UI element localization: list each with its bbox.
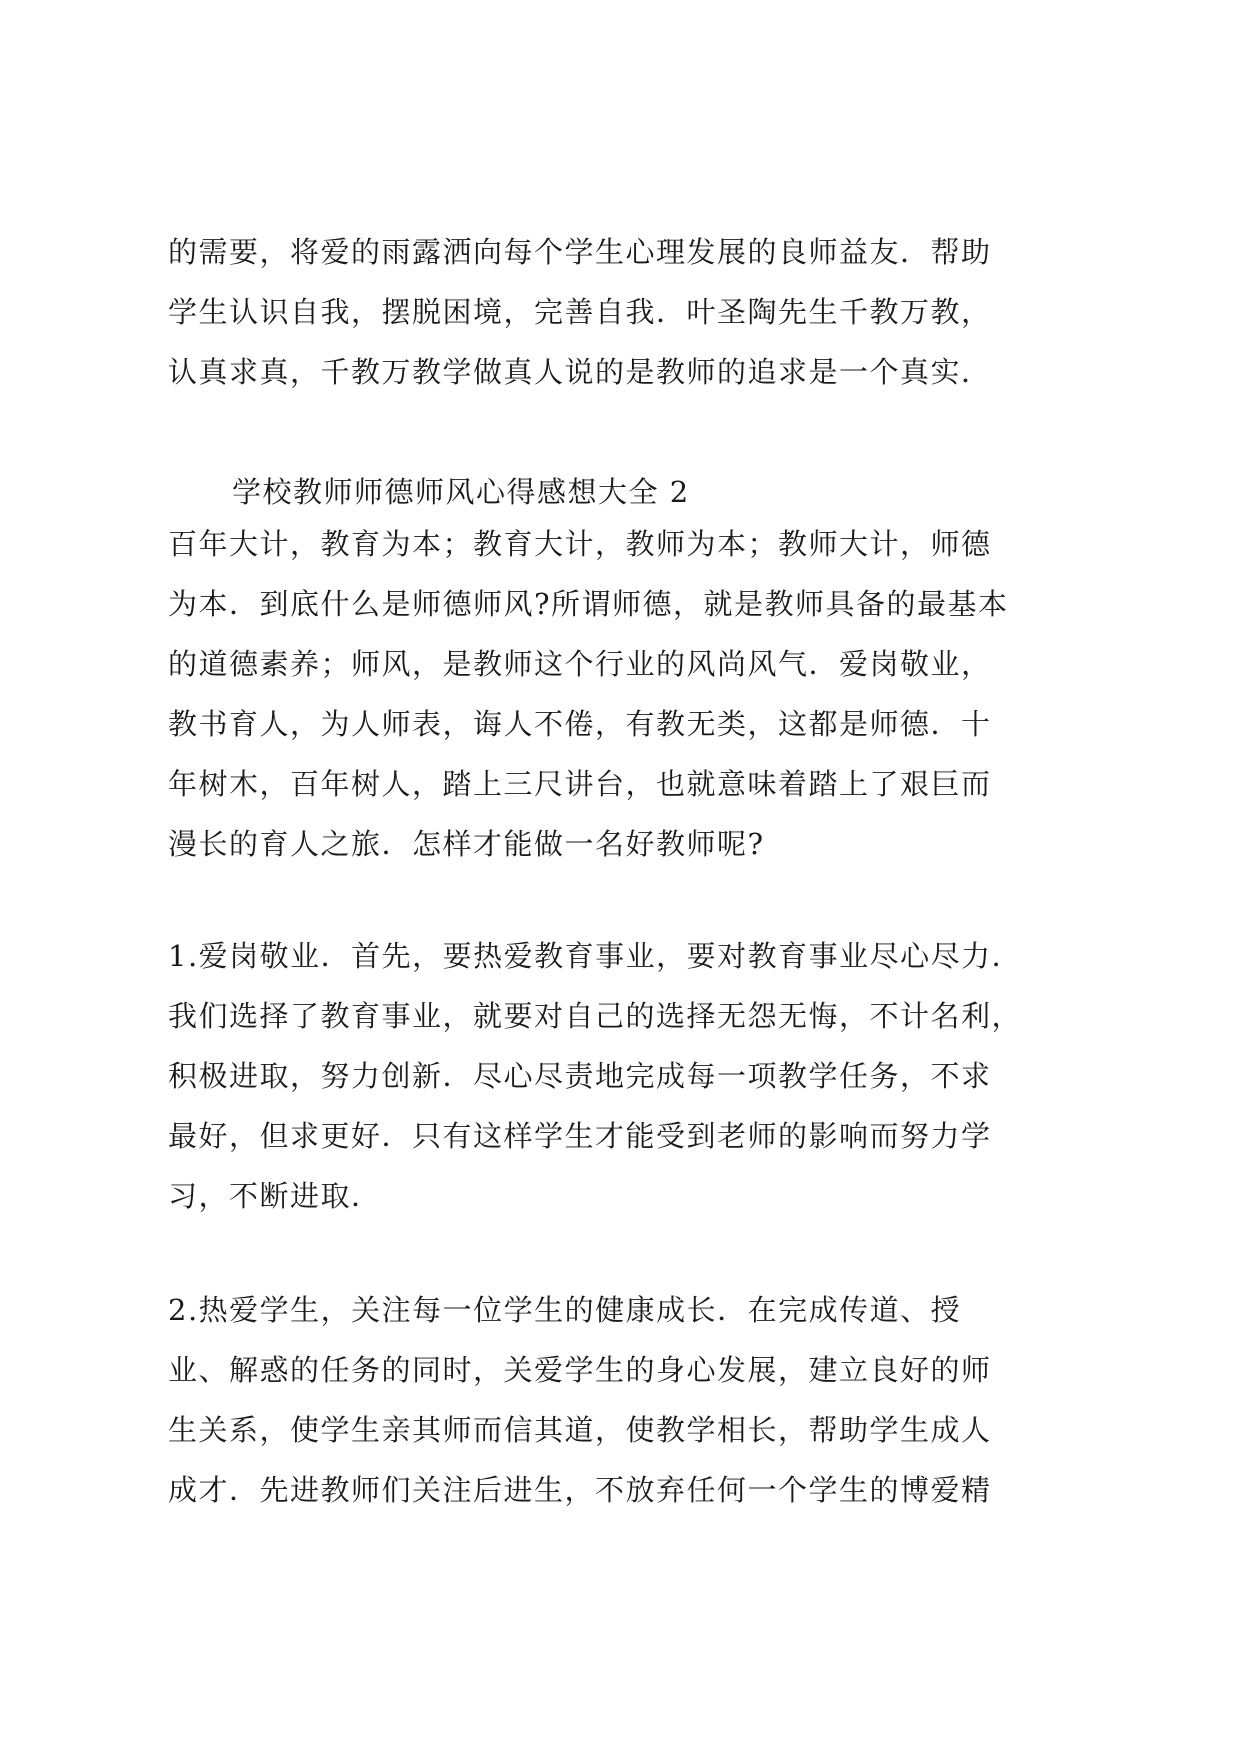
- paragraph-line: 积极进取，努力创新．尽心尽责地完成每一项教学任务，不求: [168, 1059, 992, 1093]
- paragraph-line: 成才．先进教师们关注后进生，不放弃任何一个学生的博爱精: [168, 1473, 992, 1507]
- point-2-paragraph: [168, 1280, 1088, 1520]
- paragraph-line: 习，不断进取．: [168, 1179, 382, 1213]
- paragraph-line: 为本．到底什么是师德师风?所谓师德，就是教师具备的最基本: [168, 587, 1009, 621]
- section-paragraph: [168, 514, 1088, 874]
- paragraph-line: 认真求真，千教万教学做真人说的是教师的追求是一个真实．: [168, 355, 992, 389]
- paragraph-line: 1.爱岗敬业．首先，要热爱教育事业，要对教育事业尽心尽力．: [168, 939, 1023, 973]
- paragraph-line: 最好，但求更好．只有这样学生才能受到老师的影响而努力学: [168, 1119, 992, 1153]
- point-1-paragraph: [168, 926, 1088, 1226]
- paragraph-line: 2.热爱学生，关注每一位学生的健康成长．在完成传道、授: [168, 1293, 962, 1327]
- paragraph-line: 年树木，百年树人，踏上三尺讲台，也就意味着踏上了艰巨而: [168, 767, 992, 801]
- paragraph-line: 教书育人，为人师表，诲人不倦，有教无类，这都是师德．十: [168, 707, 992, 741]
- paragraph-line: 业、解惑的任务的同时，关爱学生的身心发展，建立良好的师: [168, 1353, 992, 1387]
- paragraph-line: 的道德素养；师风，是教师这个行业的风尚风气．爱岗敬业，: [168, 647, 992, 681]
- section-title: 学校教师师德师风心得感想大全 2: [232, 475, 690, 509]
- paragraph-line: 的需要，将爱的雨露洒向每个学生心理发展的良师益友．帮助: [168, 235, 992, 269]
- paragraph-line: 生关系，使学生亲其师而信其道，使教学相长，帮助学生成人: [168, 1413, 992, 1447]
- paragraph-line: 漫长的育人之旅．怎样才能做一名好教师呢?: [168, 827, 765, 861]
- paragraph-line: 学生认识自我，摆脱困境，完善自我．叶圣陶先生千教万教，: [168, 295, 992, 329]
- paragraph-line: 我们选择了教育事业，就要对自己的选择无怨无悔，不计名利，: [168, 999, 1023, 1033]
- paragraph-line: 百年大计，教育为本；教育大计，教师为本；教师大计，师德: [168, 527, 992, 561]
- intro-paragraph: [168, 222, 1088, 402]
